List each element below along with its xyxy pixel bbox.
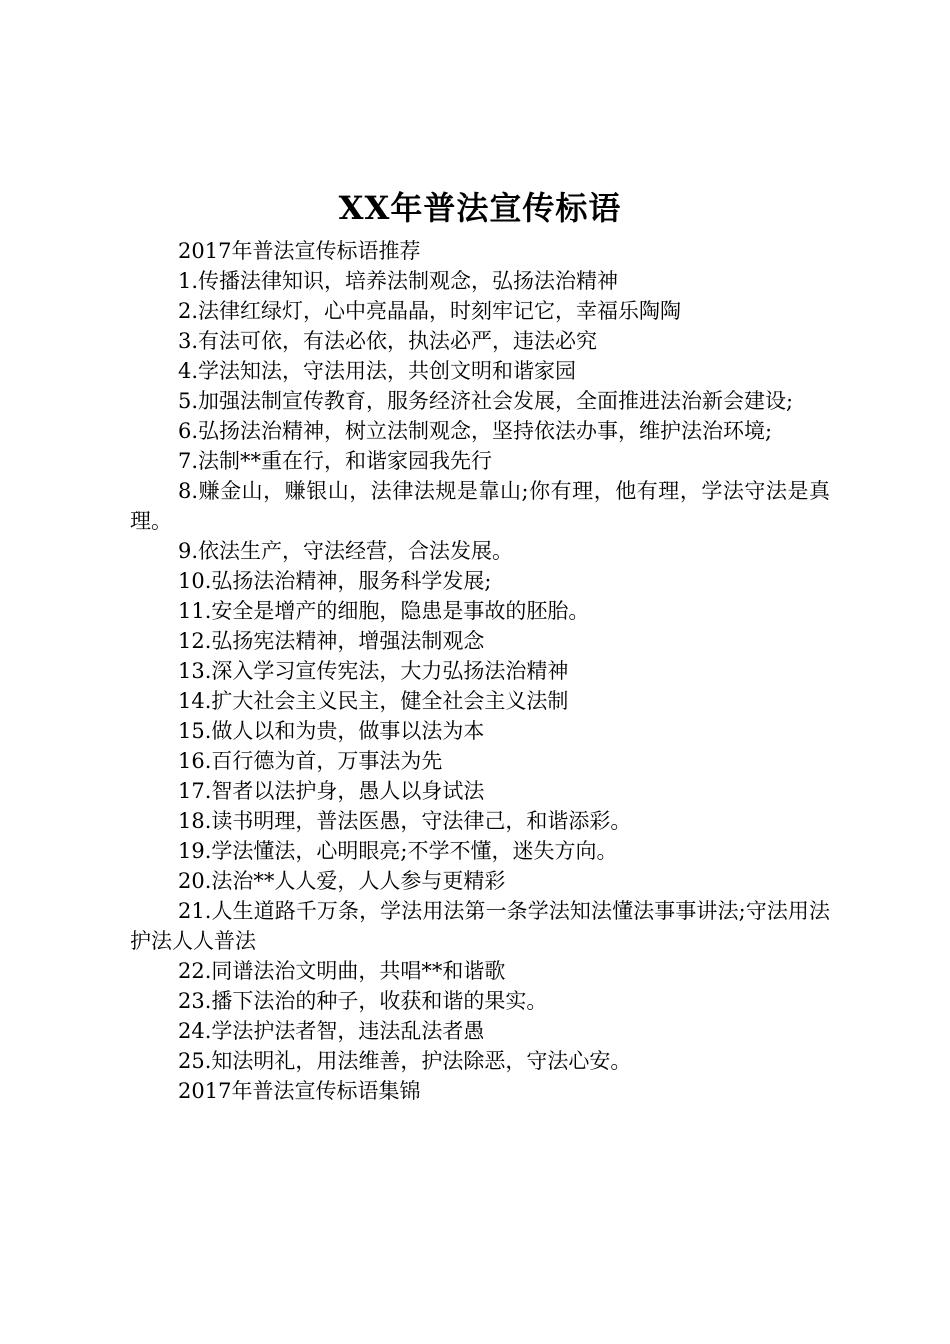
document-body bbox=[130, 236, 830, 1106]
slogan-line: 8.赚金山，赚银山，法律法规是靠山;你有理，他有理，学法守法是真理。 bbox=[130, 479, 830, 533]
slogan-line: 17.智者以法护身，愚人以身试法 bbox=[178, 779, 485, 803]
slogan-line: 10.弘扬法治精神，服务科学发展; bbox=[178, 569, 492, 593]
slogan-line: 6.弘扬法治精神，树立法制观念，坚持依法办事，维护法治环境; bbox=[178, 419, 773, 443]
slogan-line: 20.法治**人人爱，人人参与更精彩 bbox=[178, 869, 506, 893]
slogan-line: 2.法律红绿灯，心中亮晶晶，时刻牢记它，幸福乐陶陶 bbox=[178, 299, 682, 323]
slogan-line: 24.学法护法者智，违法乱法者愚 bbox=[178, 1019, 485, 1043]
slogan-line: 11.安全是增产的细胞，隐患是事故的胚胎。 bbox=[178, 599, 590, 623]
section-heading: 2017年普法宣传标语集锦 bbox=[178, 1079, 421, 1103]
slogan-line: 15.做人以和为贵，做事以法为本 bbox=[178, 719, 485, 743]
document-page bbox=[130, 180, 830, 1106]
slogan-line: 4.学法知法，守法用法，共创文明和谐家园 bbox=[178, 359, 577, 383]
slogan-line: 21.人生道路千万条，学法用法第一条学法知法懂法事事讲法;守法用法护法人人普法 bbox=[130, 899, 830, 953]
intro-heading: 2017年普法宣传标语推荐 bbox=[178, 239, 421, 263]
slogan-line: 12.弘扬宪法精神，增强法制观念 bbox=[178, 629, 485, 653]
slogan-line: 14.扩大社会主义民主，健全社会主义法制 bbox=[178, 689, 569, 713]
slogan-line: 18.读书明理，普法医愚，守法律己，和谐添彩。 bbox=[178, 809, 632, 833]
document-title: XX年普法宣传标语 bbox=[338, 189, 622, 227]
slogan-line: 22.同谱法治文明曲，共唱**和谐歌 bbox=[178, 959, 506, 983]
slogan-line: 23.播下法治的种子，收获和谐的果实。 bbox=[178, 989, 548, 1013]
slogan-line: 1.传播法律知识，培养法制观念，弘扬法治精神 bbox=[178, 269, 619, 293]
slogan-line: 7.法制**重在行，和谐家园我先行 bbox=[178, 449, 493, 473]
slogan-line: 5.加强法制宣传教育，服务经济社会发展，全面推进法治新会建设; bbox=[178, 389, 794, 413]
slogan-line: 9.依法生产，守法经营，合法发展。 bbox=[178, 539, 514, 563]
slogan-line: 19.学法懂法，心明眼亮;不学不懂，迷失方向。 bbox=[178, 839, 618, 863]
slogan-line: 3.有法可依，有法必依，执法必严，违法必究 bbox=[178, 329, 598, 353]
slogan-line: 13.深入学习宣传宪法，大力弘扬法治精神 bbox=[178, 659, 569, 683]
slogan-line: 25.知法明礼，用法维善，护法除恶，守法心安。 bbox=[178, 1049, 632, 1073]
slogan-line: 16.百行德为首，万事法为先 bbox=[178, 749, 443, 773]
